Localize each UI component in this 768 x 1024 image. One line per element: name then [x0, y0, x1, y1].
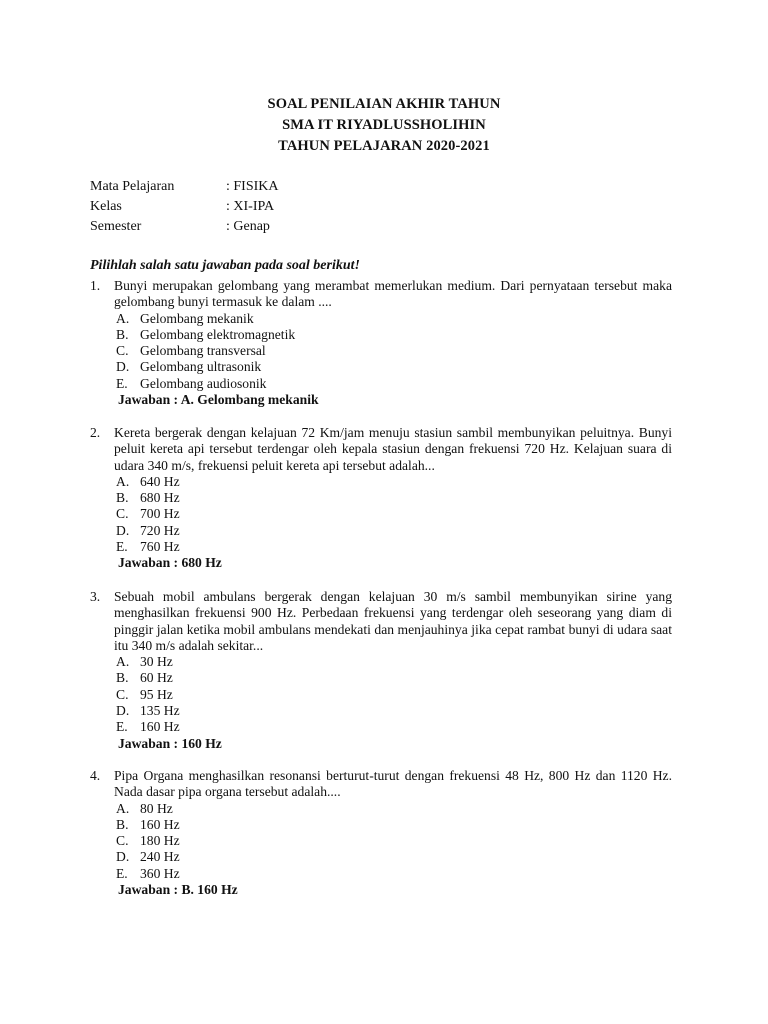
option-letter: D. [116, 359, 130, 375]
option-text: 360 Hz [140, 865, 180, 881]
option-d [116, 359, 672, 375]
option-letter: B. [116, 670, 129, 686]
option-letter: E. [116, 865, 128, 881]
question-text: Pipa Organa menghasilkan resonansi berturut-turut dengan frekuensi 48 Hz, 800 Hz dan 1120 Hz. Nada dasar pipa organa tersebut adalah.... [114, 768, 672, 800]
option-text: 160 Hz [140, 816, 180, 832]
option-b [116, 490, 672, 506]
option-e [116, 539, 672, 555]
option-text: 720 Hz [140, 522, 180, 538]
option-text: Gelombang elektromagnetik [140, 326, 296, 342]
option-a [116, 654, 672, 670]
option-text: Gelombang audiosonik [140, 375, 267, 391]
meta-value: : XI-IPA [226, 199, 275, 214]
option-letter: E. [116, 719, 128, 735]
question-2 [90, 425, 672, 572]
option-letter: D. [116, 522, 130, 538]
option-letter: E. [116, 375, 128, 391]
option-text: 60 Hz [140, 670, 173, 686]
question-4 [90, 768, 672, 899]
document-header [0, 94, 768, 157]
question-number: 1. [90, 278, 101, 293]
question-3 [90, 589, 672, 753]
option-b [116, 327, 672, 343]
option-letter: D. [116, 849, 130, 865]
option-text: 180 Hz [140, 833, 180, 849]
option-text: Gelombang ultrasonik [140, 359, 262, 375]
meta-row-class [90, 196, 279, 216]
meta-label: Semester [90, 219, 142, 234]
option-list [116, 801, 672, 882]
meta-row-subject [90, 176, 279, 196]
exam-meta [90, 176, 279, 236]
answer-key: Jawaban : A. Gelombang mekanik [118, 392, 319, 408]
option-text: 240 Hz [140, 849, 180, 865]
option-d [116, 849, 672, 865]
option-c [116, 687, 672, 703]
option-list [116, 474, 672, 555]
option-letter: C. [116, 343, 129, 359]
question-number: 3. [90, 589, 101, 604]
option-letter: A. [116, 800, 130, 816]
option-letter: E. [116, 539, 128, 555]
option-text: Gelombang transversal [140, 343, 266, 359]
question-number: 2. [90, 425, 101, 440]
option-text: 700 Hz [140, 506, 180, 522]
option-b [116, 817, 672, 833]
option-b [116, 670, 672, 686]
option-text: 760 Hz [140, 539, 180, 555]
question-text: Bunyi merupakan gelombang yang merambat memerlukan medium. Dari pernyataan tersebut maka gelombang bunyi termasuk ke dalam .... [114, 278, 672, 310]
question-text: Sebuah mobil ambulans bergerak dengan kelajuan 30 m/s sambil membunyikan sirine yang menghasilkan frekuensi 900 Hz. Perbedaan frekuensi yang terdengar oleh seseorang yang diam di pinggir jalan ketika mobil ambulans mendekati dan menjauhinya jika cepat rambat bunyi di udara saat itu 340 m/s adalah sekitar... [114, 589, 672, 653]
option-letter: C. [116, 833, 129, 849]
meta-value: : FISIKA [226, 179, 279, 194]
option-text: 80 Hz [140, 800, 173, 816]
option-letter: A. [116, 310, 130, 326]
option-letter: D. [116, 703, 130, 719]
instruction-text: Pilihlah salah satu jawaban pada soal berikut! [90, 258, 360, 273]
option-letter: B. [116, 816, 129, 832]
option-text: 680 Hz [140, 490, 180, 506]
option-letter: A. [116, 654, 130, 670]
option-list [116, 311, 672, 392]
option-c [116, 343, 672, 359]
option-e [116, 866, 672, 882]
option-e [116, 376, 672, 392]
option-a [116, 801, 672, 817]
option-letter: C. [116, 686, 129, 702]
option-letter: A. [116, 473, 130, 489]
option-text: 95 Hz [140, 686, 173, 702]
option-text: Gelombang mekanik [140, 310, 254, 326]
answer-key: Jawaban : 680 Hz [118, 555, 222, 571]
option-c [116, 506, 672, 522]
option-a [116, 474, 672, 490]
option-c [116, 833, 672, 849]
question-number: 4. [90, 768, 101, 783]
answer-key: Jawaban : 160 Hz [118, 735, 222, 751]
option-text: 135 Hz [140, 703, 180, 719]
option-a [116, 311, 672, 327]
meta-value: : Genap [226, 219, 270, 234]
option-letter: C. [116, 506, 129, 522]
option-text: 30 Hz [140, 654, 173, 670]
option-letter: B. [116, 326, 129, 342]
header-school: SMA IT RIYADLUSSHOLIHIN [282, 117, 486, 133]
meta-row-semester [90, 216, 279, 236]
option-text: 160 Hz [140, 719, 180, 735]
header-year: TAHUN PELAJARAN 2020-2021 [278, 138, 490, 154]
option-text: 640 Hz [140, 473, 180, 489]
answer-key: Jawaban : B. 160 Hz [118, 882, 238, 898]
option-list [116, 654, 672, 735]
header-title: SOAL PENILAIAN AKHIR TAHUN [267, 96, 501, 112]
question-text: Kereta bergerak dengan kelajuan 72 Km/jam menuju stasiun sambil membunyikan peluitnya. Bunyi peluit kereta api tersebut terdengar oleh kepala stasiun dengan frekuensi 720 Hz. Kelajuan suara di udara 340 m/s, frekuensi peluit kereta api tersebut adalah... [114, 425, 672, 473]
option-d [116, 703, 672, 719]
option-e [116, 719, 672, 735]
option-letter: B. [116, 490, 129, 506]
meta-label: Kelas [90, 199, 122, 214]
option-d [116, 523, 672, 539]
question-1 [90, 278, 672, 409]
meta-label: Mata Pelajaran [90, 179, 175, 194]
